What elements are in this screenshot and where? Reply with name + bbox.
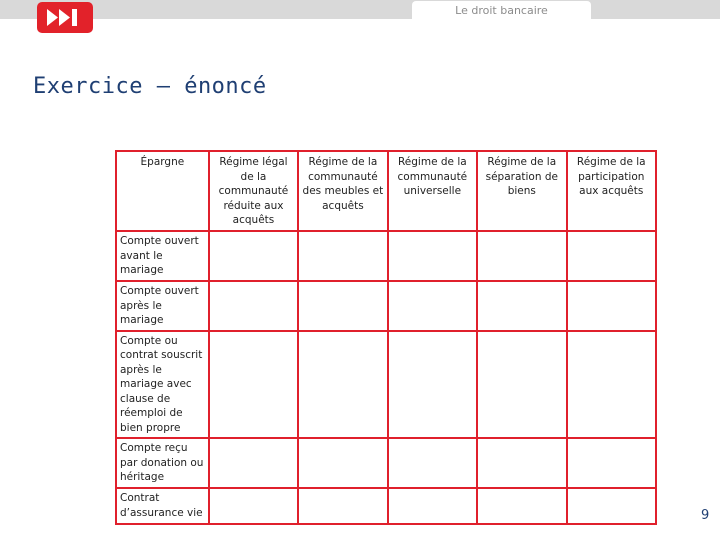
- table-cell: [477, 231, 566, 281]
- column-header: Régime de la participation aux acquêts: [567, 151, 657, 231]
- table-cell: [298, 281, 387, 331]
- page-title: Exercice – énoncé: [33, 74, 267, 99]
- row-header: Compte ou contrat souscrit après le mariage avec clause de réemploi de bien propre: [116, 331, 209, 439]
- table-cell: [209, 438, 298, 488]
- table-cell: [388, 231, 477, 281]
- table-cell: [567, 231, 657, 281]
- column-header: Régime légal de la communauté réduite aux acquêts: [209, 151, 298, 231]
- column-header: Régime de la communauté universelle: [388, 151, 477, 231]
- table-cell: [477, 331, 566, 439]
- table-row: [116, 438, 656, 488]
- table-row: [116, 331, 656, 439]
- table-cell: [298, 231, 387, 281]
- table-cell: [567, 488, 657, 524]
- table-cell: [477, 488, 566, 524]
- table-cell: [209, 281, 298, 331]
- table-cell: [567, 438, 657, 488]
- row-header: Contrat d’assurance vie: [116, 488, 209, 524]
- table-cell: [209, 331, 298, 439]
- section-tab: Le droit bancaire: [412, 1, 591, 20]
- row-header: Compte ouvert après le mariage: [116, 281, 209, 331]
- table-cell: [388, 331, 477, 439]
- table-cell: [298, 488, 387, 524]
- table-row: [116, 231, 656, 281]
- table-cell: [209, 488, 298, 524]
- table-cell: [388, 281, 477, 331]
- table-cell: [477, 281, 566, 331]
- table-cell: [209, 231, 298, 281]
- fast-forward-logo-icon: [37, 2, 93, 33]
- column-header: Régime de la séparation de biens: [477, 151, 566, 231]
- column-header: Épargne: [116, 151, 209, 231]
- row-header: Compte ouvert avant le mariage: [116, 231, 209, 281]
- table-header-row: [116, 151, 656, 231]
- column-header: Régime de la communauté des meubles et acquêts: [298, 151, 387, 231]
- table-cell: [567, 281, 657, 331]
- top-bar: [0, 0, 720, 19]
- page-number: 9: [701, 508, 710, 523]
- exercise-table: [115, 150, 657, 525]
- table-cell: [477, 438, 566, 488]
- table-cell: [388, 438, 477, 488]
- table-row: [116, 488, 656, 524]
- table-cell: [298, 438, 387, 488]
- table-cell: [298, 331, 387, 439]
- table-cell: [567, 331, 657, 439]
- table-cell: [388, 488, 477, 524]
- row-header: Compte reçu par donation ou héritage: [116, 438, 209, 488]
- table-row: [116, 281, 656, 331]
